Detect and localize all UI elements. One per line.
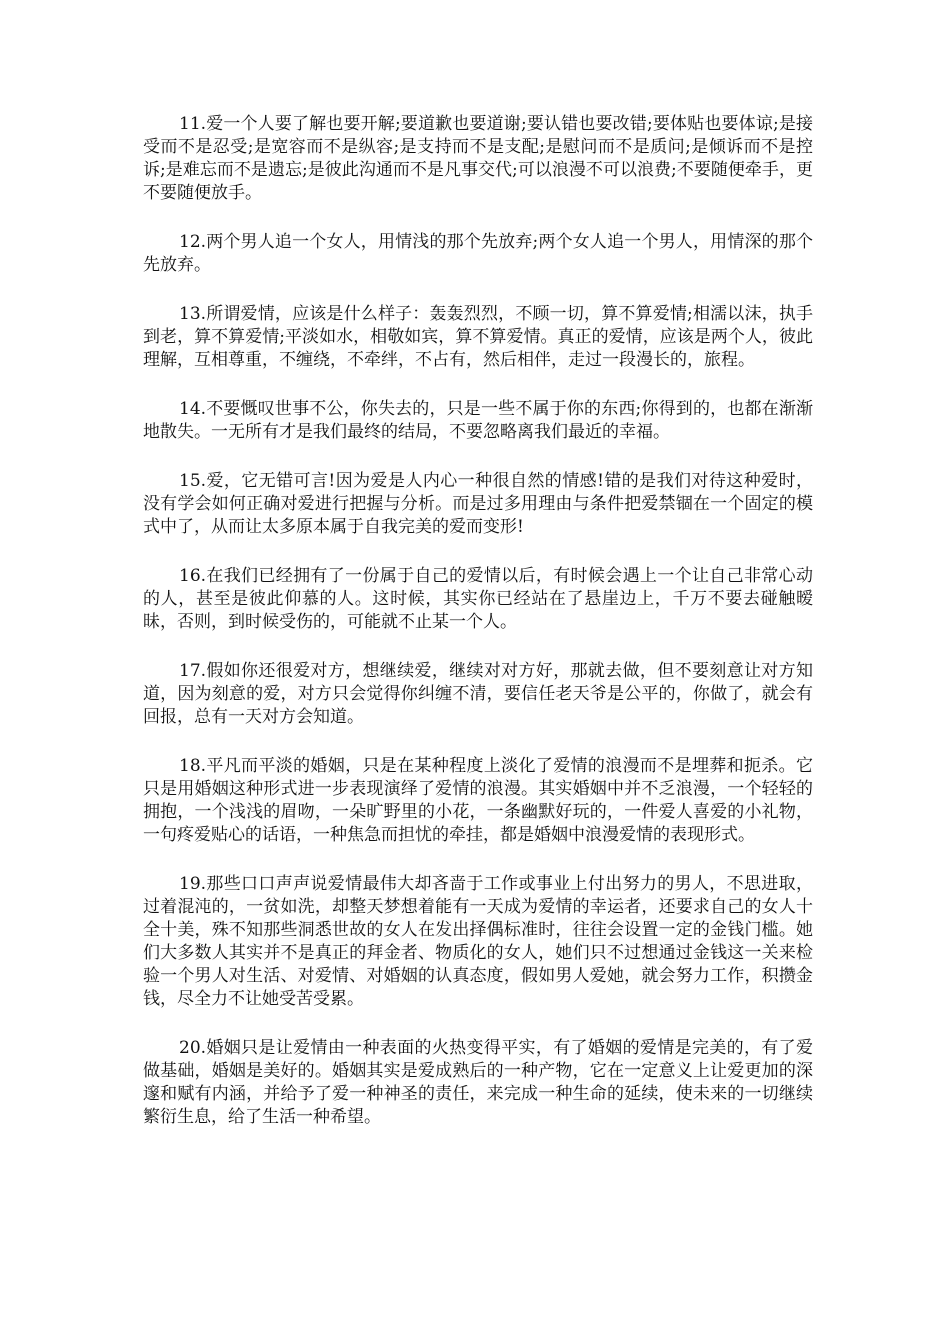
paragraph-12: 12.两个男人追一个女人，用情浅的那个先放弃;两个女人追一个男人，用情深的那个先放弃。 (143, 232, 813, 275)
paragraph-16: 16.在我们已经拥有了一份属于自己的爱情以后，有时候会遇上一个让自己非常心动的人，甚至是彼此仰慕的人。这时候，其实你已经站在了悬崖边上，千万不要去碰触暧昧，否则，到时候受伤的，可能就不止某一个人。 (143, 566, 813, 632)
document-body (143, 113, 813, 1155)
paragraph-19: 19.那些口口声声说爱情最伟大却吝啬于工作或事业上付出努力的男人，不思进取，过着混沌的，一贫如洗，却整天梦想着能有一天成为爱情的幸运者，还要求自己的女人十全十美，殊不知那些洞悉世故的女人在发出择偶标准时，往往会设置一定的金钱门槛。她们大多数人其实并不是真正的拜金者、物质化的女人，她们只不过想通过金钱这一关来检验一个男人对生活、对爱情、对婚姻的认真态度，假如男人爱她，就会努力工作，积攒金钱，尽全力不让她受苦受累。 (143, 874, 813, 1009)
paragraph-11: 11.爱一个人要了解也要开解;要道歉也要道谢;要认错也要改错;要体贴也要体谅;是接受而不是忍受;是宽容而不是纵容;是支持而不是支配;是慰问而不是质问;是倾诉而不是控诉;是难忘而不是遗忘;是彼此沟通而不是凡事交代;可以浪漫不可以浪费;不要随便牵手，更不要随便放手。 (143, 114, 813, 203)
paragraph-14: 14.不要慨叹世事不公，你失去的，只是一些不属于你的东西;你得到的，也都在渐渐地散失。一无所有才是我们最终的结局，不要忽略离我们最近的幸福。 (143, 399, 813, 442)
paragraph-20: 20.婚姻只是让爱情由一种表面的火热变得平实，有了婚姻的爱情是完美的，有了爱做基础，婚姻是美好的。婚姻其实是爱成熟后的一种产物，它在一定意义上让爱更加的深邃和赋有内涵，并给予了爱一种神圣的责任，来完成一种生命的延续，使未来的一切继续繁衍生息，给了生活一种希望。 (143, 1038, 813, 1127)
paragraph-13: 13.所谓爱情，应该是什么样子：轰轰烈烈，不顾一切，算不算爱情;相濡以沫，执手到老，算不算爱情;平淡如水，相敬如宾，算不算爱情。真正的爱情，应该是两个人，彼此理解，互相尊重，不缠绕，不牵绊，不占有，然后相伴，走过一段漫长的，旅程。 (143, 304, 813, 370)
paragraph-18: 18.平凡而平淡的婚姻，只是在某种程度上淡化了爱情的浪漫而不是埋葬和扼杀。它只是用婚姻这种形式进一步表现演绎了爱情的浪漫。其实婚姻中并不乏浪漫，一个轻轻的拥抱，一个浅浅的眉吻，一朵旷野里的小花，一条幽默好玩的，一件爱人喜爱的小礼物，一句疼爱贴心的话语，一种焦急而担忧的牵挂，都是婚姻中浪漫爱情的表现形式。 (143, 756, 813, 845)
paragraph-17: 17.假如你还很爱对方，想继续爱，继续对对方好，那就去做，但不要刻意让对方知道，因为刻意的爱，对方只会觉得你纠缠不清，要信任老天爷是公平的，你做了，就会有回报，总有一天对方会知道。 (143, 661, 813, 727)
paragraph-15: 15.爱，它无错可言!因为爱是人内心一种很自然的情感!错的是我们对待这种爱时，没有学会如何正确对爱进行把握与分析。而是过多用理由与条件把爱禁锢在一个固定的模式中了，从而让太多原本属于自我完美的爱而变形! (143, 471, 813, 537)
